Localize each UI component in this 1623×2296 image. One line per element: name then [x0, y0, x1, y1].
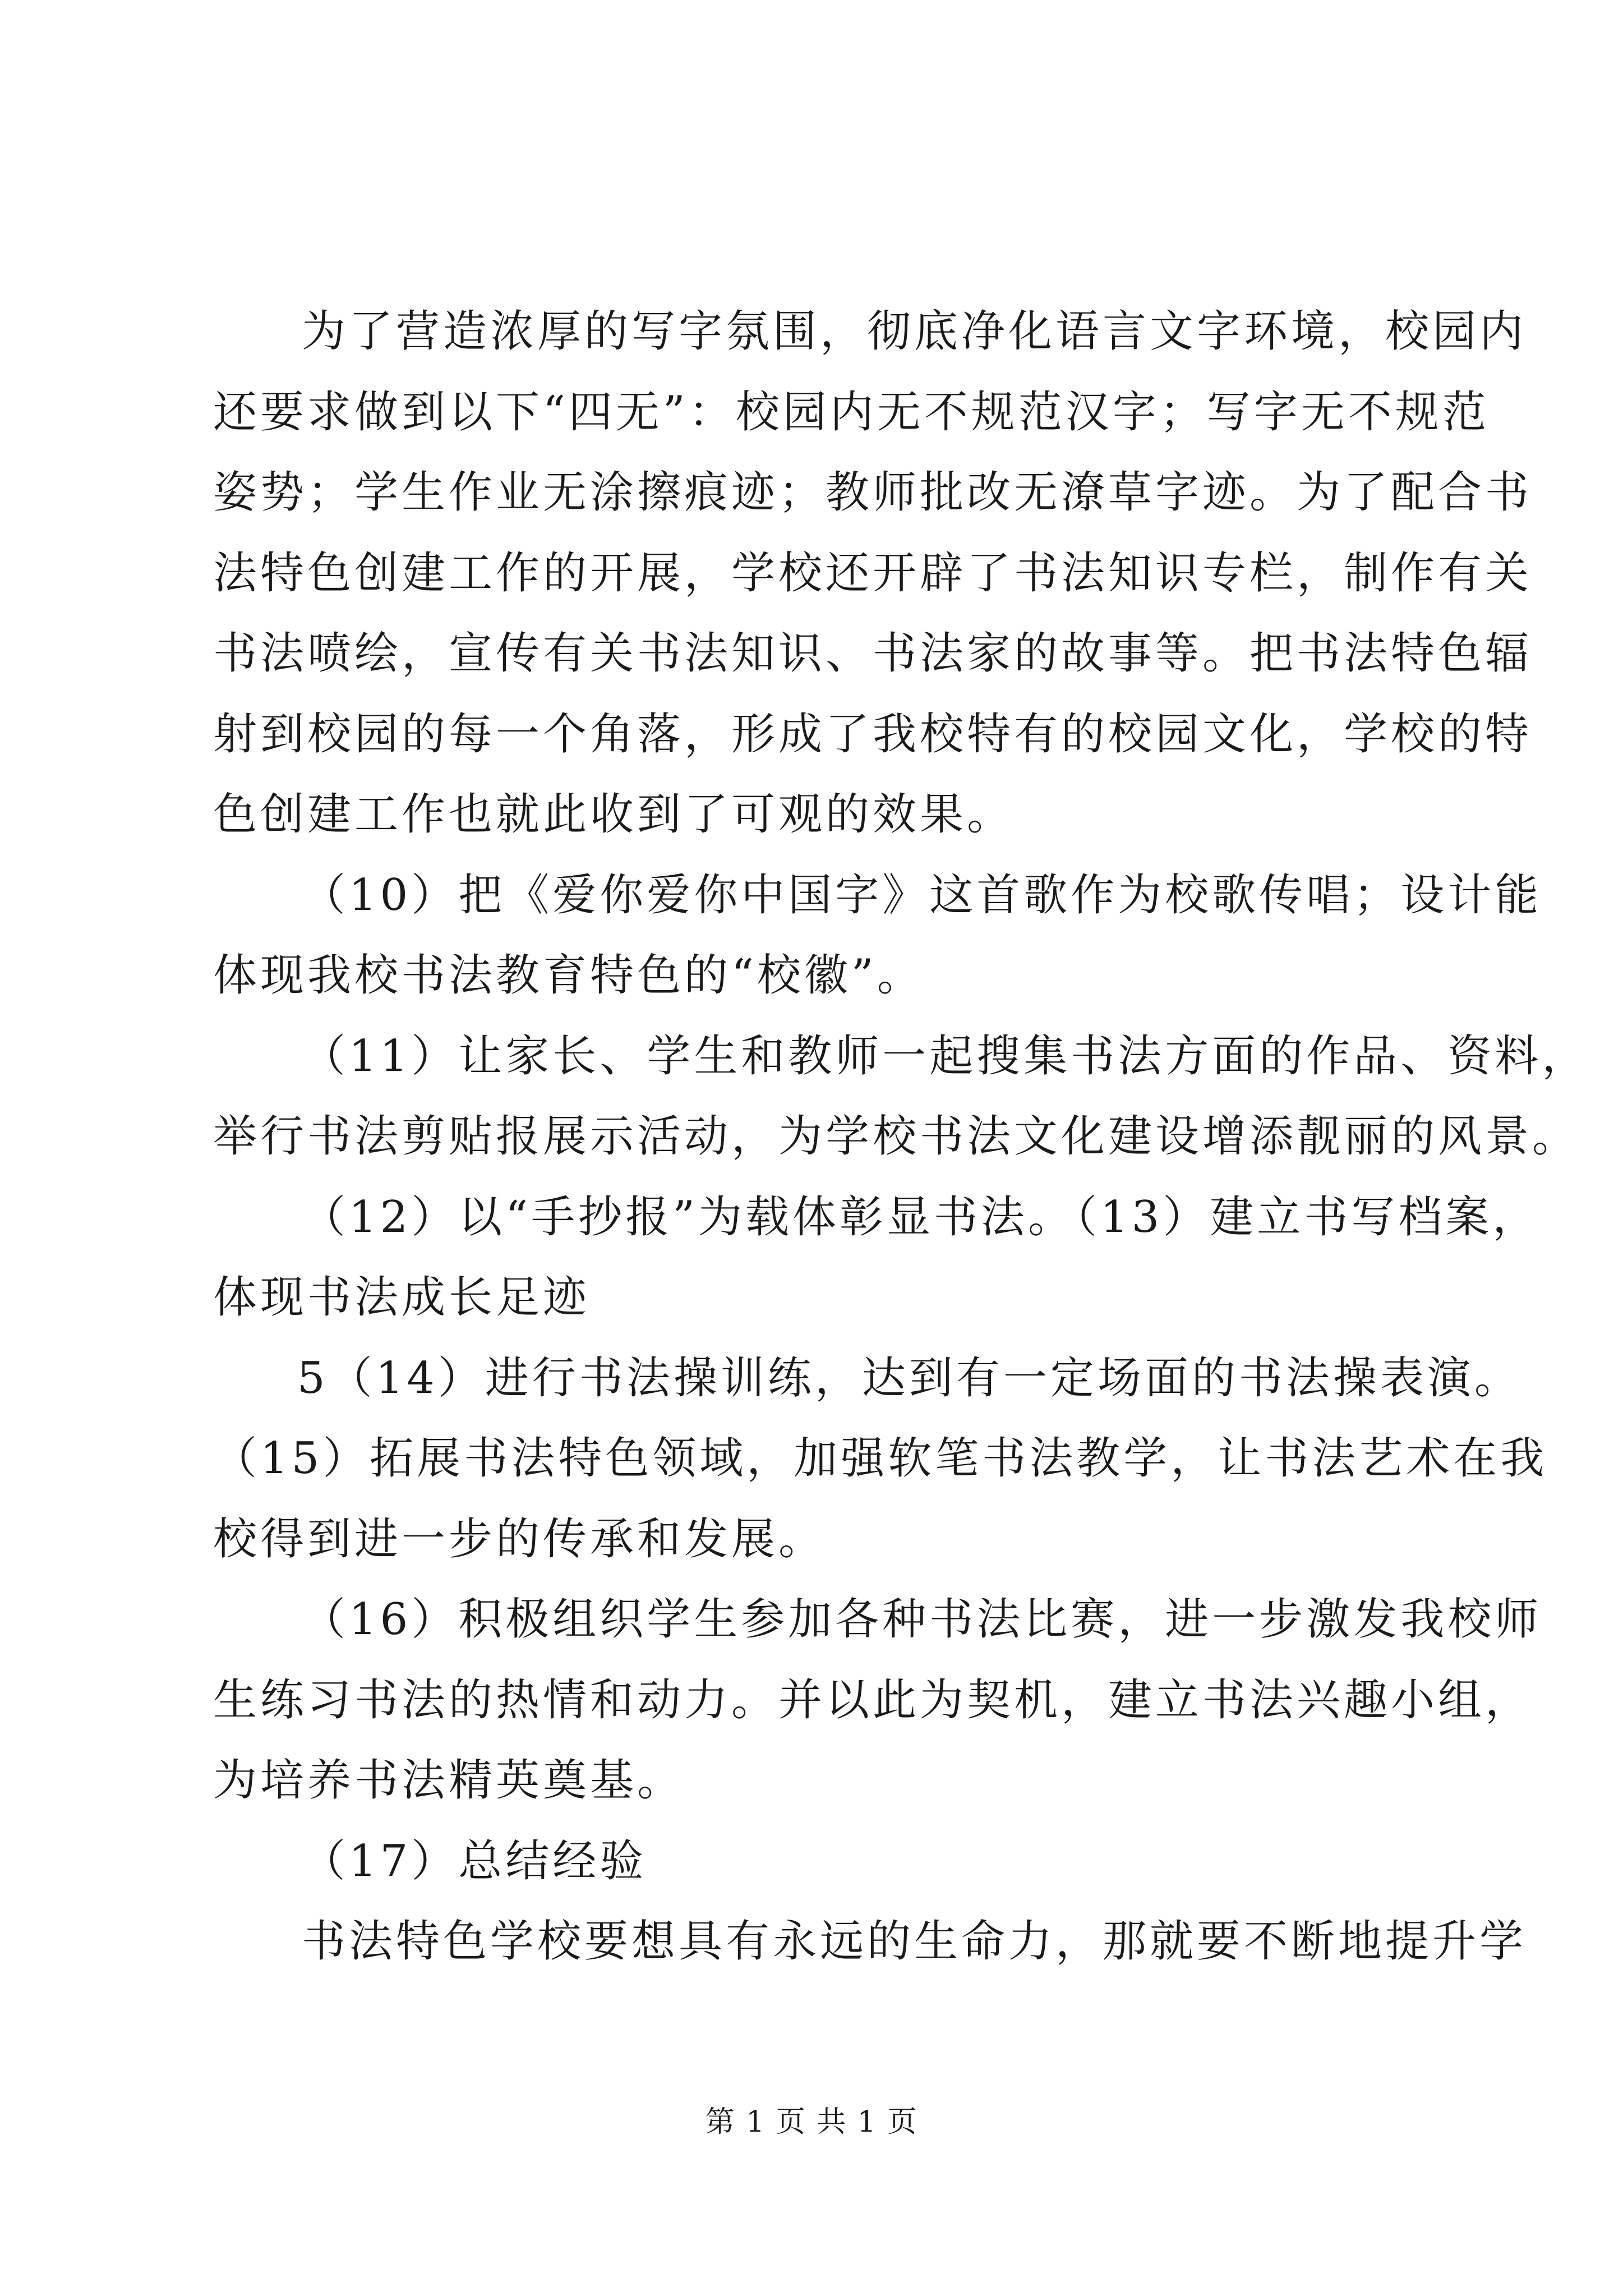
paragraph-line: 体现书法成长足迹 [213, 1272, 591, 1323]
paragraph-line: （16）积极组织学生参加各种书法比赛，进一步激发我校师 [302, 1594, 1542, 1645]
page-footer: 第 1 页 共 1 页 [705, 2105, 918, 2139]
paragraph-line: 校得到进一步的传承和发展。 [213, 1513, 826, 1565]
paragraph-line: （12）以“手抄报”为载体彰显书法。（13）建立书写档案， [302, 1191, 1540, 1243]
paragraph-line: （17）总结经验 [302, 1835, 647, 1887]
paragraph-line: 还要求做到以下“四无”：校园内无不规范汉字；写字无不规范 [213, 386, 1490, 438]
paragraph-line: 射到校园的每一个角落，形成了我校特有的校园文化，学校的特 [213, 708, 1533, 760]
paragraph-line: 举行书法剪贴报展示活动，为学校书法文化建设增添靓丽的风景。 [213, 1111, 1580, 1162]
paragraph-line: 姿势；学生作业无涂擦痕迹；教师批改无潦草字迹。为了配合书 [213, 467, 1533, 518]
body-text [213, 292, 1589, 1982]
paragraph-line: （11）让家长、学生和教师一起搜集书法方面的作品、资料， [302, 1030, 1589, 1082]
paragraph-line: 生练习书法的热情和动力。并以此为契机，建立书法兴趣小组， [213, 1674, 1533, 1726]
paragraph-line: 色创建工作也就此收到了可观的效果。 [213, 789, 1015, 840]
paragraph-line: 法特色创建工作的开展，学校还开辟了书法知识专栏，制作有关 [213, 547, 1533, 599]
paragraph-line: 为了营造浓厚的写字氛围，彻底净化语言文字环境，校园内 [302, 306, 1527, 357]
paragraph-line: （10）把《爱你爱你中国字》这首歌作为校歌传唱；设计能 [302, 869, 1542, 921]
paragraph-line: 书法特色学校要想具有永远的生命力，那就要不断地提升学 [302, 1916, 1527, 1967]
paragraph-line: 书法喷绘，宣传有关书法知识、书法家的故事等。把书法特色辐 [213, 628, 1533, 679]
paragraph-line: 体现我校书法教育特色的“校徽”。 [213, 950, 924, 1001]
paragraph-line: 5（14）进行书法操训练，达到有一定场面的书法操表演。 [297, 1352, 1521, 1404]
paragraph-line: （15）拓展书法特色领域，加强软笔书法教学，让书法艺术在我 [213, 1433, 1548, 1484]
paragraph-line: 为培养书法精英奠基。 [213, 1755, 685, 1806]
